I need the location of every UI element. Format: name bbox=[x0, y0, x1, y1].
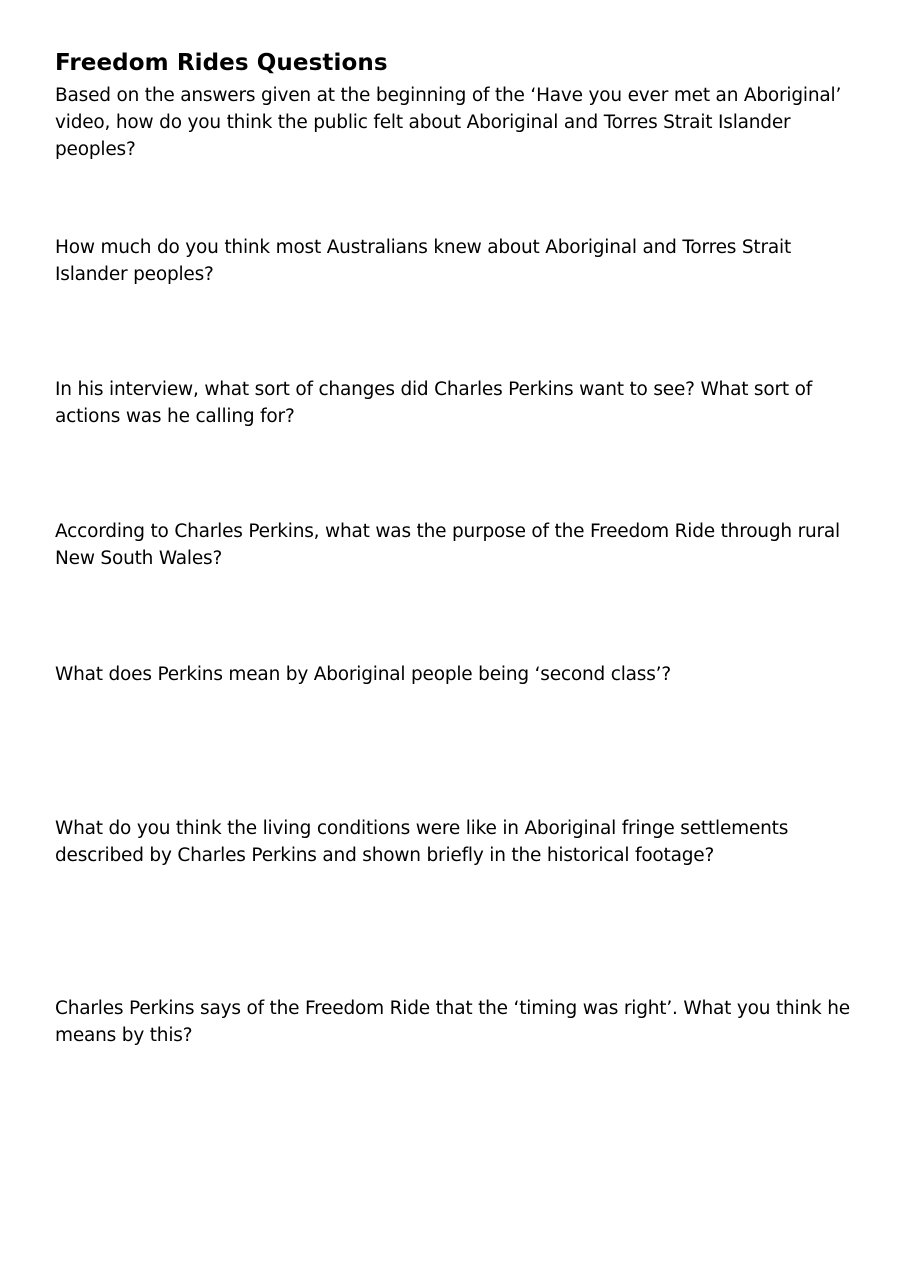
page-title: Freedom Rides Questions bbox=[55, 50, 388, 76]
question-2: How much do you think most Australians knew about Aboriginal and Torres Strait Islander peoples? bbox=[55, 237, 791, 285]
question-1: Based on the answers given at the beginning of the ‘Have you ever met an Aboriginal’ video, how do you think the public felt about Aboriginal and Torres Strait Islander peoples? bbox=[55, 85, 842, 160]
question-4: According to Charles Perkins, what was the purpose of the Freedom Ride through rural New South Wales? bbox=[55, 521, 840, 569]
question-6: What do you think the living conditions were like in Aboriginal fringe settlements described by Charles Perkins and shown briefly in the historical footage? bbox=[55, 818, 789, 866]
question-7: Charles Perkins says of the Freedom Ride that the ‘timing was right’. What you think he means by this? bbox=[55, 998, 850, 1046]
question-3: In his interview, what sort of changes did Charles Perkins want to see? What sort of actions was he calling for? bbox=[55, 379, 813, 427]
question-5: What does Perkins mean by Aboriginal people being ‘second class’? bbox=[55, 664, 671, 685]
